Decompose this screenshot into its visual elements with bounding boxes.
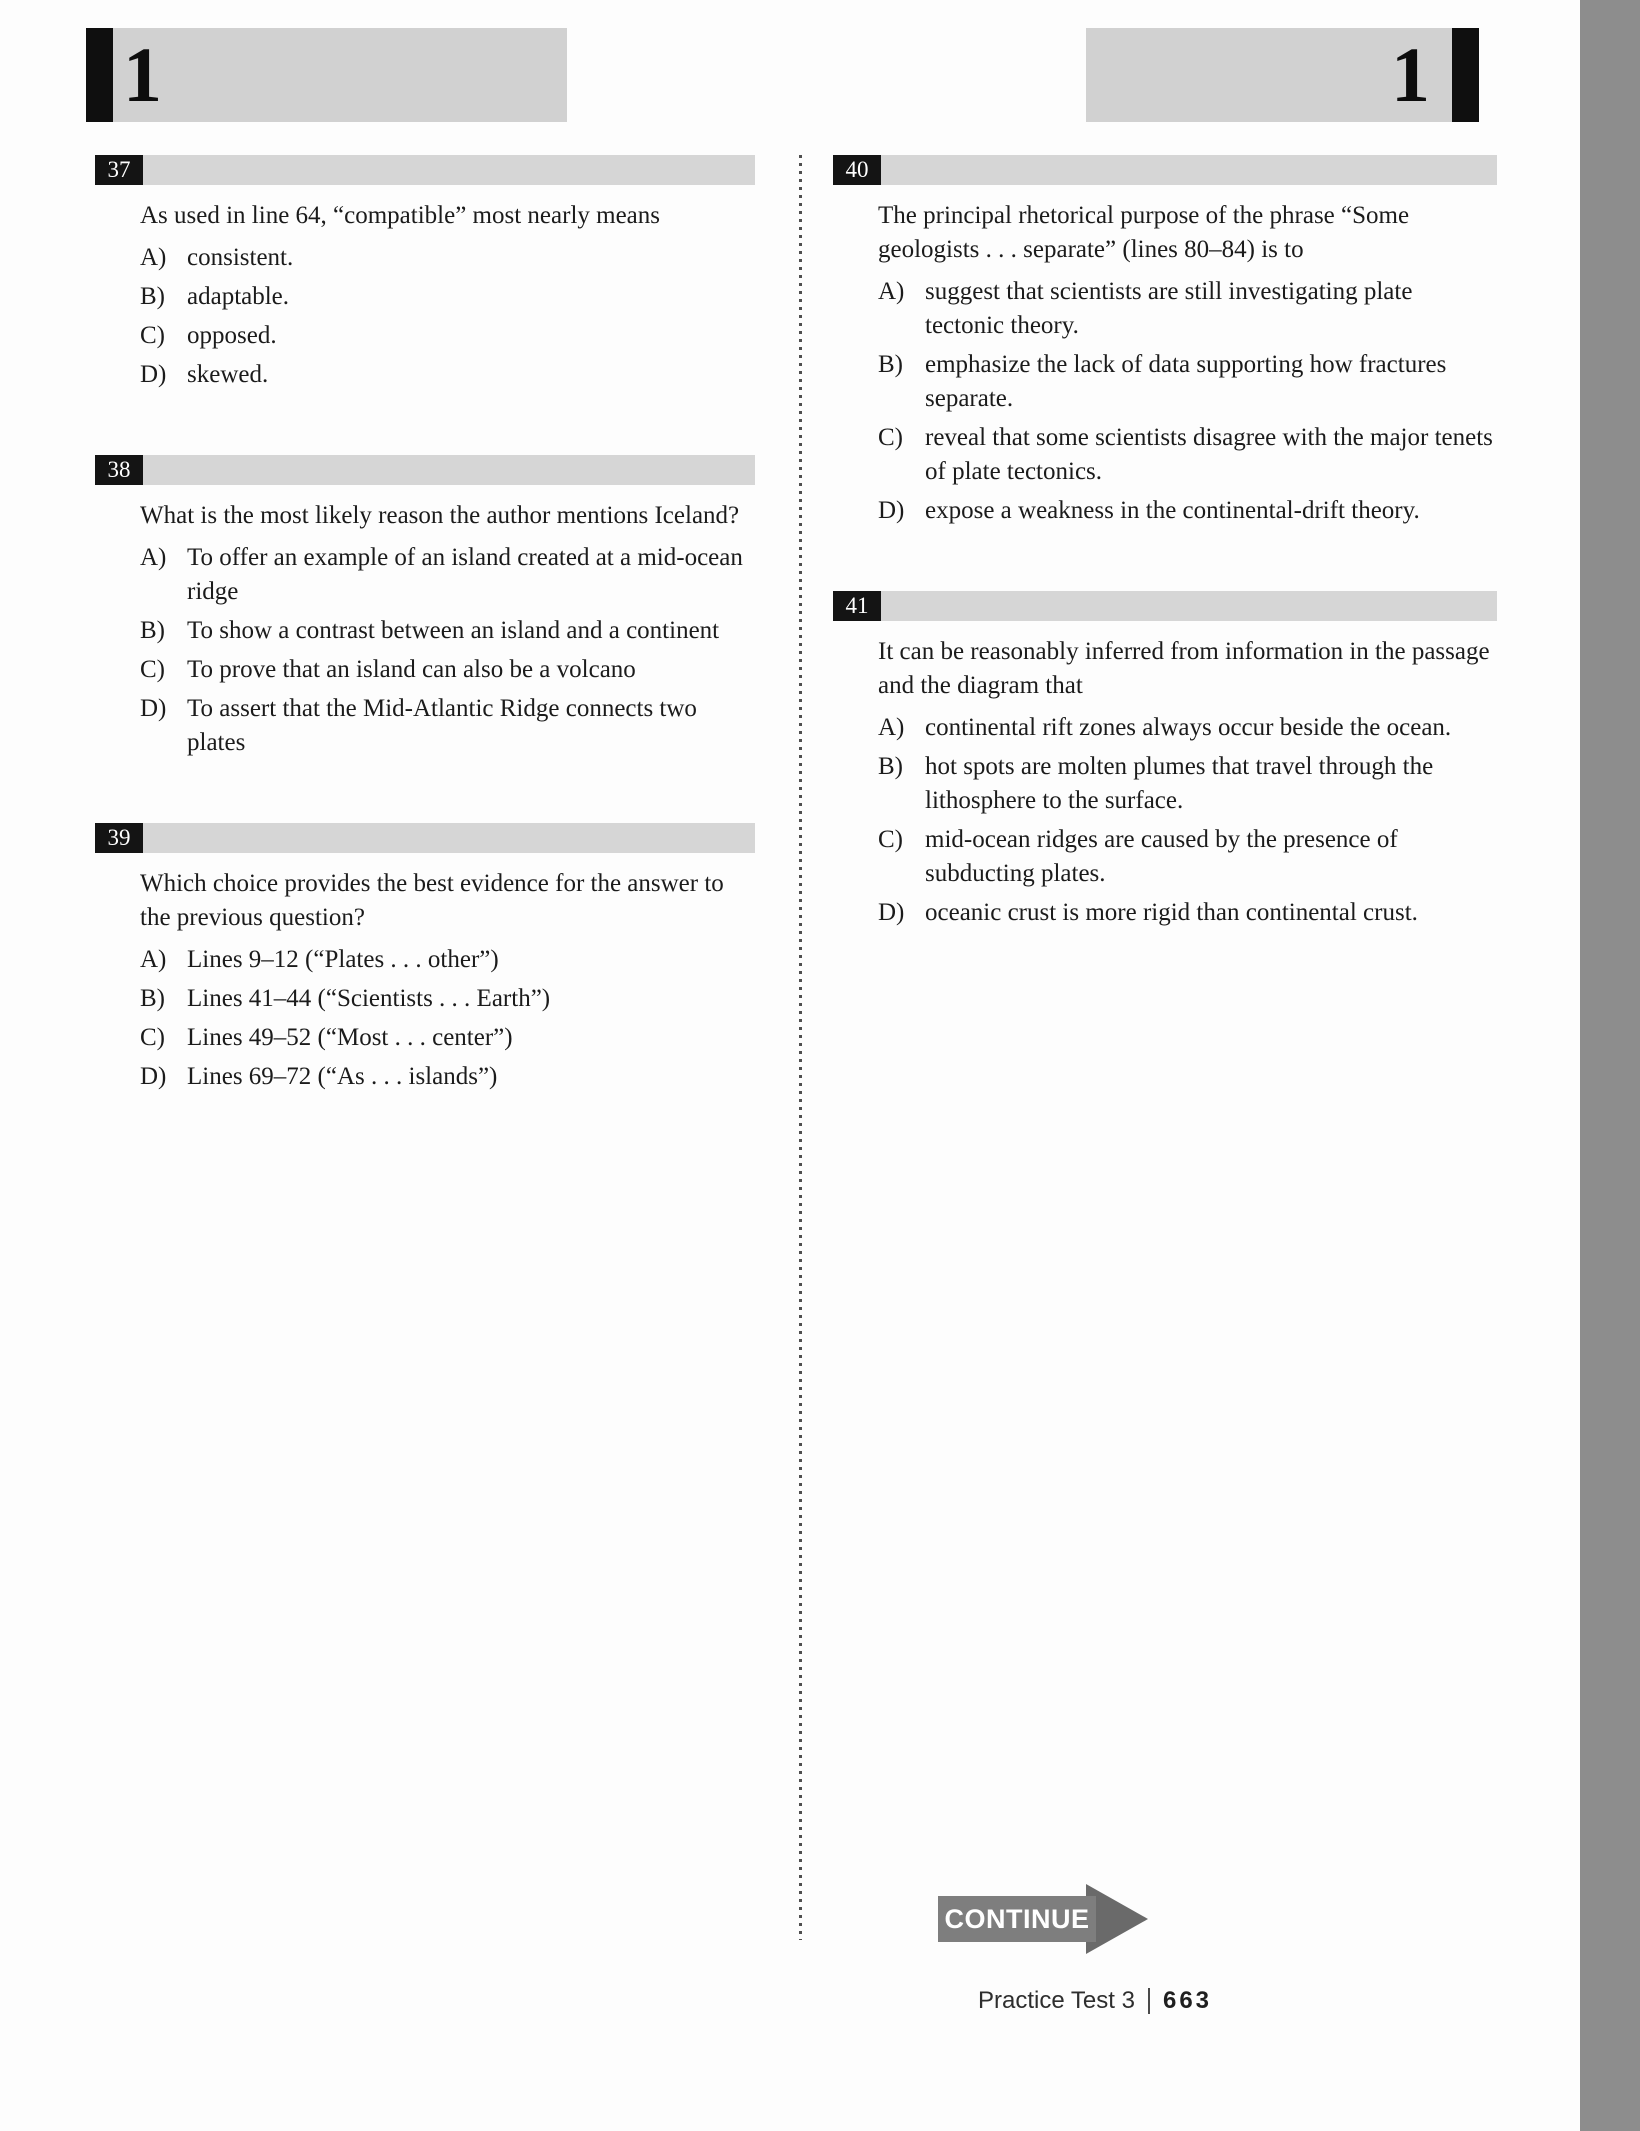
question-stem: Which choice provides the best evidence for the answer to the previous question? <box>140 870 724 931</box>
question-number-bar <box>833 591 1497 621</box>
question-number-bar <box>95 823 755 853</box>
choice-letter: B) <box>140 985 165 1012</box>
choice-letter: D) <box>878 899 905 926</box>
choice-list <box>95 943 755 1094</box>
choice-text: adaptable. <box>187 283 290 310</box>
choice-letter: B) <box>140 617 165 644</box>
choice-text: reveal that some scientists disagree with the major tenets of plate tectonics. <box>925 424 1493 485</box>
choice-text: suggest that scientists are still investigating plate tectonic theory. <box>925 278 1413 339</box>
choice-text: continental rift zones always occur beside the ocean. <box>925 714 1452 741</box>
choice-text: Lines 69–72 (“As . . . islands”) <box>187 1063 498 1090</box>
choice-text: expose a weakness in the continental-drift theory. <box>925 497 1420 524</box>
choice-row <box>95 541 755 609</box>
continue-label: CONTINUE <box>944 1903 1090 1934</box>
choice-row <box>833 750 1497 818</box>
choice-text: consistent. <box>187 244 294 271</box>
choice-row <box>833 494 1497 528</box>
choice-letter: A) <box>140 946 167 973</box>
question-number: 38 <box>95 455 143 485</box>
choice-text: emphasize the lack of data supporting how fractures separate. <box>925 351 1447 412</box>
choice-row <box>833 711 1497 745</box>
right-column <box>833 155 1497 1099</box>
header-gray-bar <box>113 28 567 122</box>
question-stem: The principal rhetorical purpose of the phrase “Some geologists . . . separate” (lines 80–84) is to <box>878 202 1410 263</box>
choice-list <box>833 275 1497 528</box>
choice-letter: A) <box>878 278 905 305</box>
question-number: 39 <box>95 823 143 853</box>
choice-letter: C) <box>878 826 903 853</box>
question-stem: It can be reasonably inferred from information in the passage and the diagram that <box>878 638 1490 699</box>
section-header-right <box>1086 28 1479 122</box>
choice-letter: A) <box>140 244 167 271</box>
choice-row <box>833 348 1497 416</box>
choice-row <box>95 982 755 1016</box>
footer-divider <box>1148 1988 1150 2014</box>
header-black-tab <box>1452 28 1479 122</box>
section-header-left <box>86 28 567 122</box>
question-number: 41 <box>833 591 881 621</box>
left-column <box>95 155 755 1099</box>
question-number: 40 <box>833 155 881 185</box>
question-number: 37 <box>95 155 143 185</box>
page-footer <box>978 1986 1212 2016</box>
choice-row <box>95 280 755 314</box>
choice-row <box>95 319 755 353</box>
choice-letter: B) <box>878 351 903 378</box>
choice-text: To assert that the Mid-Atlantic Ridge connects two plates <box>187 695 697 756</box>
choice-row <box>95 1021 755 1055</box>
question-number-bar <box>95 155 755 185</box>
choice-letter: B) <box>140 283 165 310</box>
header-black-tab <box>86 28 113 122</box>
footer-page-number: 663 <box>1162 1987 1213 2014</box>
choice-list <box>833 711 1497 930</box>
choice-text: opposed. <box>187 322 277 349</box>
header-gray-bar <box>1086 28 1452 122</box>
choice-text: skewed. <box>187 361 269 388</box>
footer-test-label: Practice Test 3 <box>978 1987 1135 2014</box>
choice-letter: D) <box>140 1063 167 1090</box>
choice-row <box>95 692 755 760</box>
choice-text: mid-ocean ridges are caused by the presence of subducting plates. <box>925 826 1398 887</box>
choice-letter: C) <box>140 656 165 683</box>
choice-text: Lines 49–52 (“Most . . . center”) <box>187 1024 513 1051</box>
choice-list <box>95 541 755 760</box>
page-edge-strip <box>1580 0 1640 2131</box>
section-number: 1 <box>123 31 162 118</box>
choice-letter: C) <box>140 322 165 349</box>
choice-row <box>833 421 1497 489</box>
continue-banner <box>938 1896 1148 1942</box>
continue-label-box <box>938 1896 1096 1942</box>
question-39 <box>95 823 755 1099</box>
choice-letter: B) <box>878 753 903 780</box>
question-38 <box>95 455 755 765</box>
choice-row <box>95 614 755 648</box>
choice-letter: A) <box>140 544 167 571</box>
choice-text: hot spots are molten plumes that travel through the lithosphere to the surface. <box>925 753 1434 814</box>
choice-text: To prove that an island can also be a volcano <box>187 656 636 683</box>
choice-list <box>95 241 755 392</box>
question-number-bar <box>95 455 755 485</box>
choice-letter: D) <box>878 497 905 524</box>
question-37 <box>95 155 755 397</box>
choice-letter: D) <box>140 695 167 722</box>
question-columns <box>95 155 1497 1099</box>
choice-row <box>95 943 755 977</box>
choice-letter: C) <box>140 1024 165 1051</box>
question-41 <box>833 591 1497 935</box>
choice-row <box>95 241 755 275</box>
choice-row <box>95 358 755 392</box>
choice-letter: A) <box>878 714 905 741</box>
question-40 <box>833 155 1497 533</box>
choice-row <box>833 896 1497 930</box>
question-stem: As used in line 64, “compatible” most nearly means <box>140 202 661 229</box>
choice-row <box>833 823 1497 891</box>
choice-row <box>95 1060 755 1094</box>
choice-text: Lines 41–44 (“Scientists . . . Earth”) <box>187 985 551 1012</box>
choice-text: Lines 9–12 (“Plates . . . other”) <box>187 946 499 973</box>
choice-text: To show a contrast between an island and a continent <box>187 617 720 644</box>
choice-row <box>833 275 1497 343</box>
choice-text: oceanic crust is more rigid than continental crust. <box>925 899 1418 926</box>
choice-letter: C) <box>878 424 903 451</box>
question-stem: What is the most likely reason the author mentions Iceland? <box>140 502 740 529</box>
choice-letter: D) <box>140 361 167 388</box>
choice-text: To offer an example of an island created at a mid-ocean ridge <box>187 544 743 605</box>
question-number-bar <box>833 155 1497 185</box>
section-number: 1 <box>1391 31 1430 118</box>
choice-row <box>95 653 755 687</box>
